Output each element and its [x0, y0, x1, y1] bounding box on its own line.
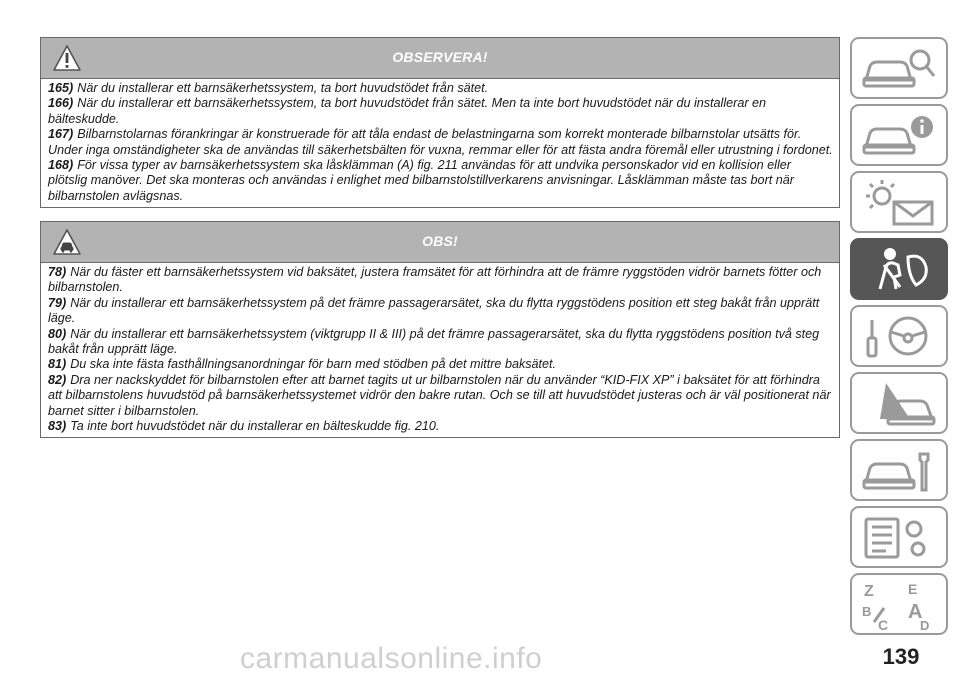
svg-text:D: D [920, 618, 930, 633]
car-emergency-icon [860, 379, 938, 429]
important-box [40, 221, 840, 438]
warning-lights-icon [860, 178, 938, 228]
tab-specifications[interactable] [850, 506, 948, 568]
warning-title: OBSERVERA! [392, 49, 488, 65]
safety-airbag-icon [860, 245, 938, 295]
note: 79) När du installerar ett barnsäkerhetssystem på det främre passagerarsätet, ska du flytta ryggstödens position ett steg bakåt från upprätt läge. [48, 295, 820, 326]
svg-text:A: A [908, 601, 923, 623]
warning-notes [41, 79, 839, 207]
note: 167) Bilbarnstolarnas förankringar är konstruerade för att tåla endast de belastningarna som korrekt monterade bilbarnstolar utsätts för. Under inga omständigheter ska de användas till säkerhetsbälten för vuxna, remmar eller för att fästa andra föremål eller utrustning i fordonet. [48, 127, 833, 157]
note: 83) Ta inte bort huvudstödet när du installerar en bälteskudde fig. 210. [48, 419, 440, 434]
important-title: OBS! [422, 233, 458, 249]
warning-header [41, 38, 839, 79]
svg-text:E: E [908, 581, 918, 597]
warning-box [40, 37, 840, 208]
note: 80) När du installerar ett barnsäkerhetssystem (viktgrupp II & III) på det främre passagerarsätet, ska du flytta ryggstödens position två steg bakåt från upprätt läge. [48, 326, 820, 357]
important-header [41, 222, 839, 263]
tab-car-emergency[interactable] [850, 372, 948, 434]
car-wrench-icon [860, 446, 938, 496]
note: 81) Du ska inte fästa fasthållningsanordningar för barn med stödben på det mittre baksätet. [48, 357, 557, 372]
key-steering-wheel-icon [860, 312, 938, 362]
car-search-icon [860, 44, 938, 94]
watermark: carmanualsonline.info [240, 642, 543, 675]
svg-text:C: C [878, 617, 889, 633]
tab-index[interactable] [850, 573, 948, 635]
svg-text:Z: Z [864, 583, 874, 600]
note: 166) När du installerar ett barnsäkerhetssystem, ta bort huvudstödet från sätet. Men ta inte bort huvudstödet när du installerar en bälteskudde. [48, 96, 767, 126]
tab-car-maintenance[interactable] [850, 439, 948, 501]
note: 78) När du fäster ett barnsäkerhetssystem vid baksätet, justera framsätet för att förhindra att de främre ryggstöden vidrör barnets fötter och bilbarnstolen. [48, 265, 822, 295]
tab-car-search[interactable] [850, 37, 948, 99]
important-notes [41, 263, 839, 437]
specifications-icon [860, 513, 938, 563]
svg-text:B: B [862, 604, 872, 619]
note: 165) När du installerar ett barnsäkerhetssystem, ta bort huvudstödet från sätet. [48, 81, 489, 95]
tab-key-steering[interactable] [850, 305, 948, 367]
car-info-icon [860, 111, 938, 161]
page-number: 139 [882, 644, 920, 669]
index-letters-icon [860, 580, 938, 634]
tab-safety[interactable] [850, 238, 948, 300]
tab-warning-lights[interactable] [850, 171, 948, 233]
note: 82) Dra ner nackskyddet för bilbarnstolen efter att barnet tagits ut ur bilbarnstolen när du använder “KID-FIX XP” i baksätet för att förhindra att bilbarnstolens huvudstöd på barnsäkerhetssystemet vidrör den bakre rutan. Och se till att huvudstödet justeras och är väl positionerat när barnet sitter i bilbarnstolen. [48, 372, 831, 418]
tab-car-info[interactable] [850, 104, 948, 166]
note: 168) För vissa typer av barnsäkerhetssystem ska låsklämman (A) fig. 211 användas för att undvika personskador vid en kollision eller plötslig manöver. Det ska monteras och användas i enlighet med bilbarnstolstillverkarens anvisningar. Låsklämman måste tas bort när bilbarnstolen avlägsnas. [48, 158, 794, 203]
